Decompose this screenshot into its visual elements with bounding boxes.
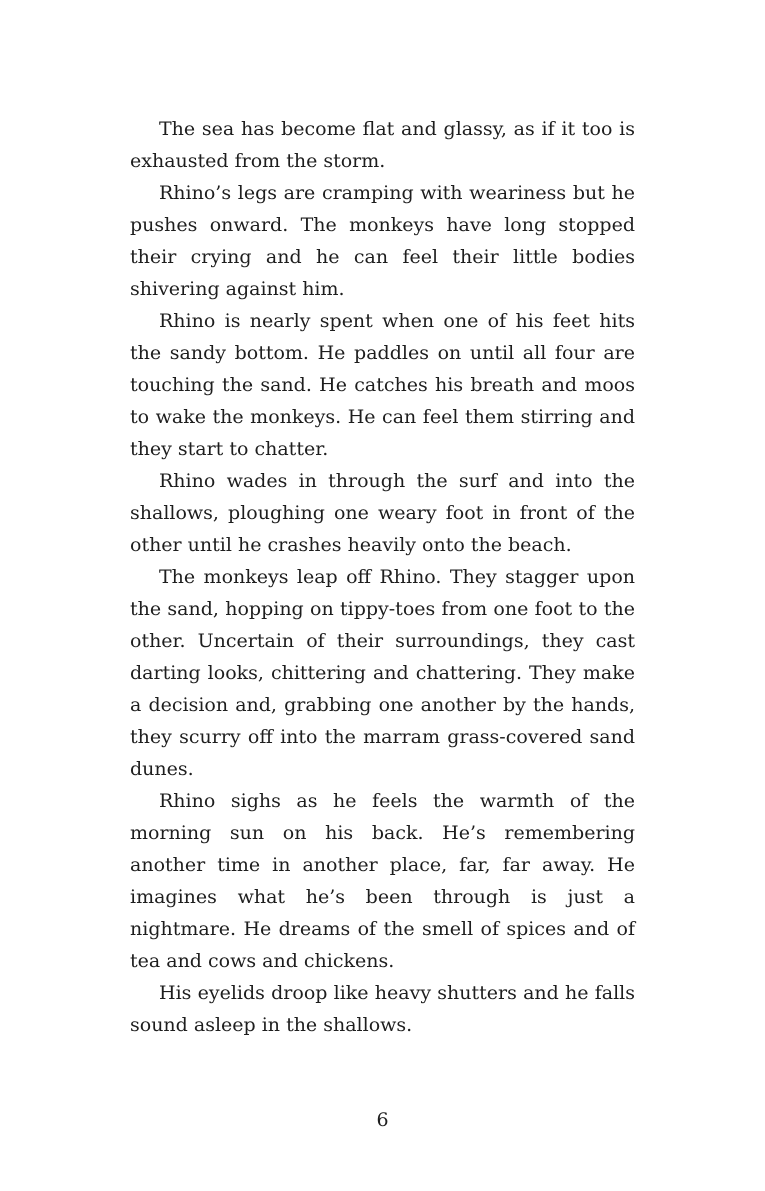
paragraph-2: Rhino’s legs are cramping with weariness but he pushes onward. The monkeys have long stopped their crying and he can feel their little bodies shivering against him.	[130, 182, 635, 300]
paragraph-7: His eyelids droop like heavy shutters and he falls sound asleep in the shallows.	[130, 982, 635, 1036]
paragraph-6: Rhino sighs as he feels the warmth of the morning sun on his back. He’s remembering another time in another place, far, far away. He imagines what he’s been through is just a nightmare. He dreams of the smell of spices and of tea and cows and chickens.	[130, 790, 635, 972]
paragraph-4: Rhino wades in through the surf and into the shallows, ploughing one weary foot in front of the other until he crashes heavily onto the beach.	[130, 470, 635, 556]
paragraph-5: The monkeys leap off Rhino. They stagger upon the sand, hopping on tippy-toes from one foot to the other. Uncertain of their surroundings, they cast darting looks, chittering and chattering. They make a decision and, grabbing one another by the hands, they scurry off into the marram grass-covered sand dunes.	[130, 566, 635, 780]
page-number: 6	[376, 1109, 389, 1131]
paragraph-1: The sea has become flat and glassy, as if it too is exhausted from the storm.	[130, 118, 635, 172]
paragraph-3: Rhino is nearly spent when one of his feet hits the sandy bottom. He paddles on until all four are touching the sand. He catches his breath and moos to wake the monkeys. He can feel them stirring and they start to chatter.	[130, 310, 635, 460]
body-text	[130, 113, 635, 1041]
